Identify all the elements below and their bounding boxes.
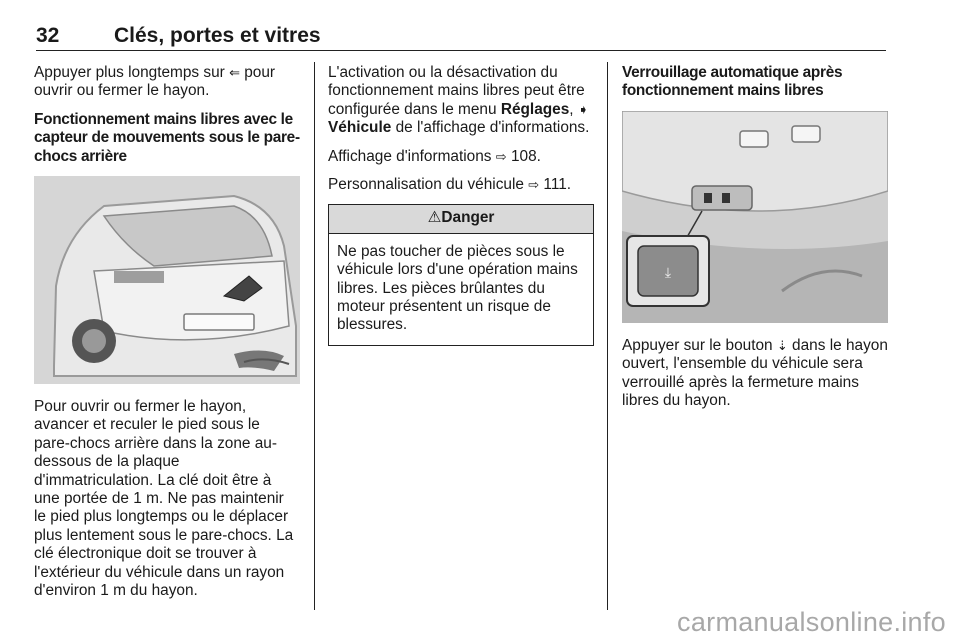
menu-reglages: Réglages	[500, 100, 570, 118]
warning-triangle-icon: ⚠	[427, 209, 442, 227]
column-divider-1	[314, 62, 315, 610]
menu-vehicule: Véhicule	[328, 119, 392, 137]
watermark: carmanualsonline.info	[677, 607, 946, 637]
page-ref-arrow-icon: ⇨	[528, 177, 540, 193]
intro-paragraph: Appuyer plus longtemps sur ⇐ pour ouvrir ou fermer le hayon.	[34, 64, 276, 100]
reference-info-display: Affichage d'informations ⇨ 108.	[328, 147, 541, 165]
reference-vehicle-personalization: Personnalisation du véhicule ⇨ 111.	[328, 176, 572, 194]
svg-text:⤓: ⤓	[664, 264, 672, 281]
page-header	[36, 20, 886, 50]
page-ref-arrow-icon: ⇨	[495, 148, 507, 164]
danger-title: Danger	[441, 209, 495, 227]
danger-text: Ne pas toucher de pièces sous le véhicule lors d'une opération mains libres. Les pièces brûlantes du moteur présentent un risque de blessures.	[337, 242, 578, 334]
handsfree-body-text: Pour ouvrir ou fermer le hayon, avancer et reculer le pied sous le pare-chocs arrière dans la zone au-dessous de la plaque d'immatriculation. La clé doit être à une portée de 1 m. Ne pas maintenir le pied plus longtemps ou le déplacer plus lentement sous le pare-chocs. La clé électronique doit se trouver à l'extérieur du véhicule dans un rayon d'environ 1 m du hayon.	[34, 398, 294, 600]
danger-header	[329, 205, 593, 233]
tailgate-icon: ⇐	[229, 65, 240, 80]
column-left	[34, 64, 300, 611]
autolock-body-text: Appuyer sur le bouton ⇣ dans le hayon ouvert, l'ensemble du véhicule sera verrouillé après la fermeture mains libres du hayon.	[622, 336, 888, 410]
section-heading-handsfree: Fonctionnement mains libres avec le capteur de mouvements sous le pare-chocs arrière	[34, 110, 300, 165]
danger-box	[328, 204, 594, 345]
car-rear-kick-sensor-illustration	[34, 176, 300, 384]
column-middle	[328, 64, 594, 346]
page-number: 32	[36, 24, 60, 47]
activation-paragraph: L'activation ou la désactivation du fonctionnement mains libres peut être configurée dans le menu Réglages, ➧ Véhicule de l'affichage d'informations.	[328, 64, 590, 137]
tailgate-lock-button-illustration	[622, 111, 888, 323]
column-right	[622, 64, 888, 420]
menu-arrow-icon: ➧	[577, 101, 589, 117]
section-heading-autolock: Verrouillage automatique après fonctionnement mains libres	[622, 64, 843, 100]
chapter-title: Clés, portes et vitres	[114, 24, 321, 47]
column-divider-2	[607, 62, 608, 610]
lock-button-icon: ⇣	[776, 337, 788, 353]
header-rule	[36, 50, 886, 51]
